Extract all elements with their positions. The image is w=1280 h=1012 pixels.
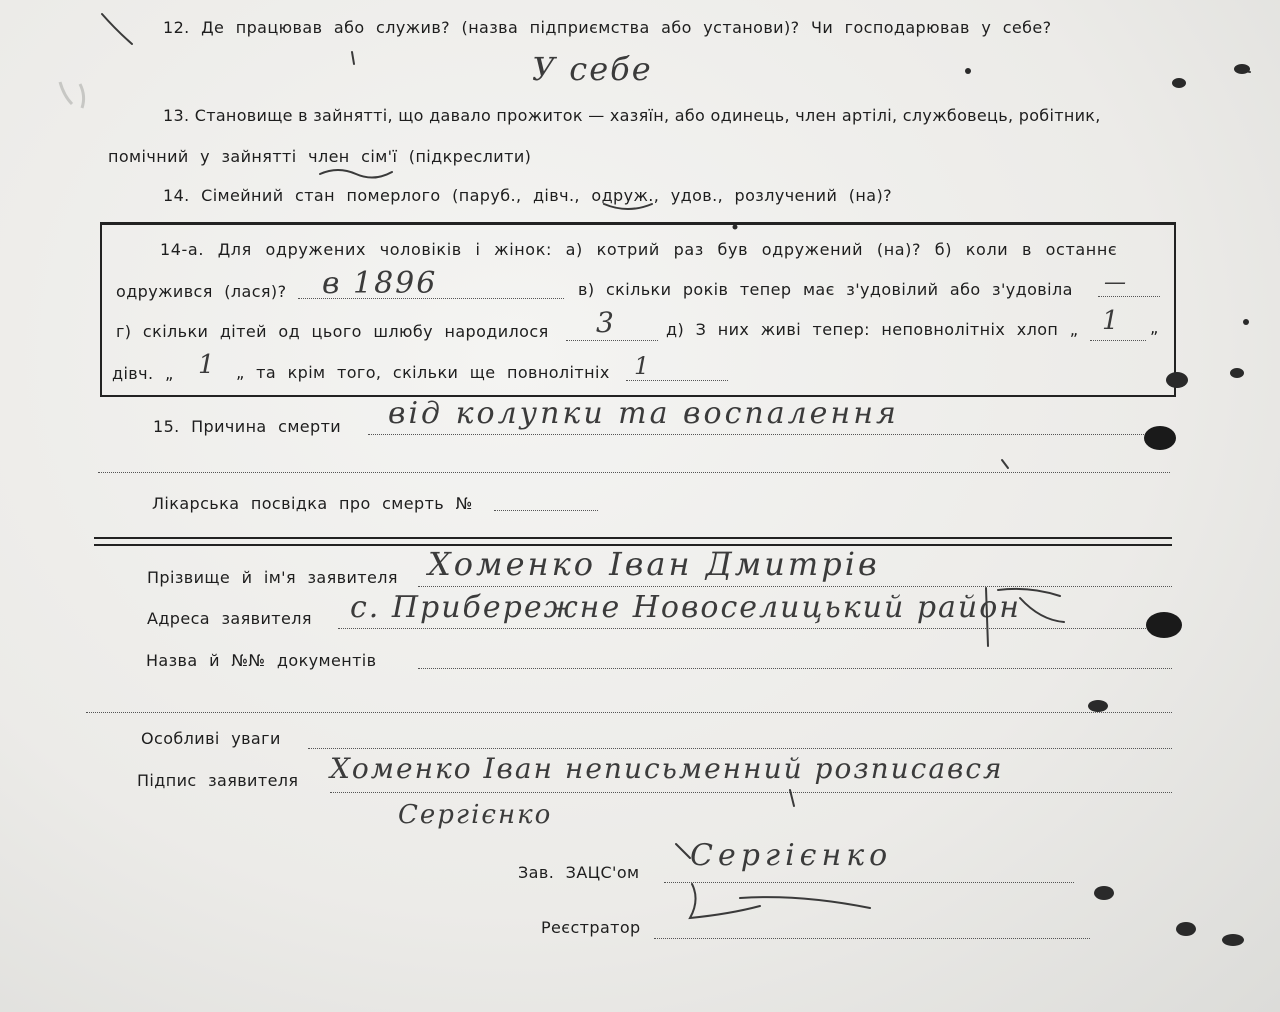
q14a-children-answer: 3 (596, 306, 616, 339)
office-head-answer: Сергієнко (690, 838, 893, 873)
applicant-address-answer: с. Прибережне Новоселицький район (350, 590, 1022, 625)
q14a-adults-answer: 1 (634, 352, 652, 380)
q14a-girls-label: дівч. „ (112, 364, 174, 383)
q14-label: 14. Сімейний стан померлого (паруб., дівч., одруж., удов., розлучений (на)? (163, 186, 892, 205)
applicant-docs-label: Назва й №№ документів (146, 651, 377, 670)
signature-answer-2: Сергієнко (398, 800, 553, 830)
applicant-name-label: Прізвище й ім'я заявителя (147, 568, 398, 587)
q12-answer: У себе (532, 50, 653, 88)
q14a-widowed-label: в) скільки років тепер має з'удовілий або з'удовіла (578, 280, 1073, 299)
q12-label: 12. Де працював або служив? (назва підприємства або установи)? Чи господарював у себе? (163, 18, 1052, 37)
q14a-line1: 14-а. Для одружених чоловіків і жінок: а) котрий раз був одружений (на)? б) коли в останнє (160, 240, 1118, 259)
office-head-label: Зав. ЗАЦС'ом (518, 863, 640, 882)
q14a-girls-answer: 1 (198, 350, 217, 380)
q14a-widowed-answer: — (1104, 270, 1128, 295)
medical-label: Лікарська посвідка про смерть № (152, 494, 473, 513)
q14a-quote: „ (1150, 318, 1159, 337)
signature-label: Підпис заявителя (137, 771, 299, 790)
signature-answer: Хоменко Іван неписьменний розписався (330, 752, 1004, 785)
q14a-married-answer: в 1896 (322, 266, 438, 301)
applicant-name-answer: Хоменко Іван Дмитрів (428, 545, 880, 583)
q14a-boys-answer: 1 (1102, 306, 1121, 336)
office-registrar-label: Реєстратор (541, 918, 641, 937)
q13-line2: помічний у зайнятті член сім'ї (підкреслити) (108, 147, 532, 166)
q15-label: 15. Причина смерти (153, 417, 342, 436)
remarks-label: Особливі уваги (141, 729, 281, 748)
q15-answer: від колупки та воспалення (388, 396, 899, 431)
q14a-adults-label: „ та крім того, скільки ще повнолітніх (236, 363, 610, 382)
q14a-living-label: д) З них живі тепер: неповнолітніх хлоп „ (666, 320, 1079, 339)
q14a-children-label: г) скільки дітей од цього шлюбу народилося (116, 322, 549, 341)
applicant-address-label: Адреса заявителя (147, 609, 312, 628)
q14a-married-label: одружився (лася)? (116, 282, 287, 301)
q13-line1: 13. Становище в зайнятті, що давало прожиток — хазяїн, або одинець, член артілі, службовець, робітник, (163, 106, 1101, 125)
